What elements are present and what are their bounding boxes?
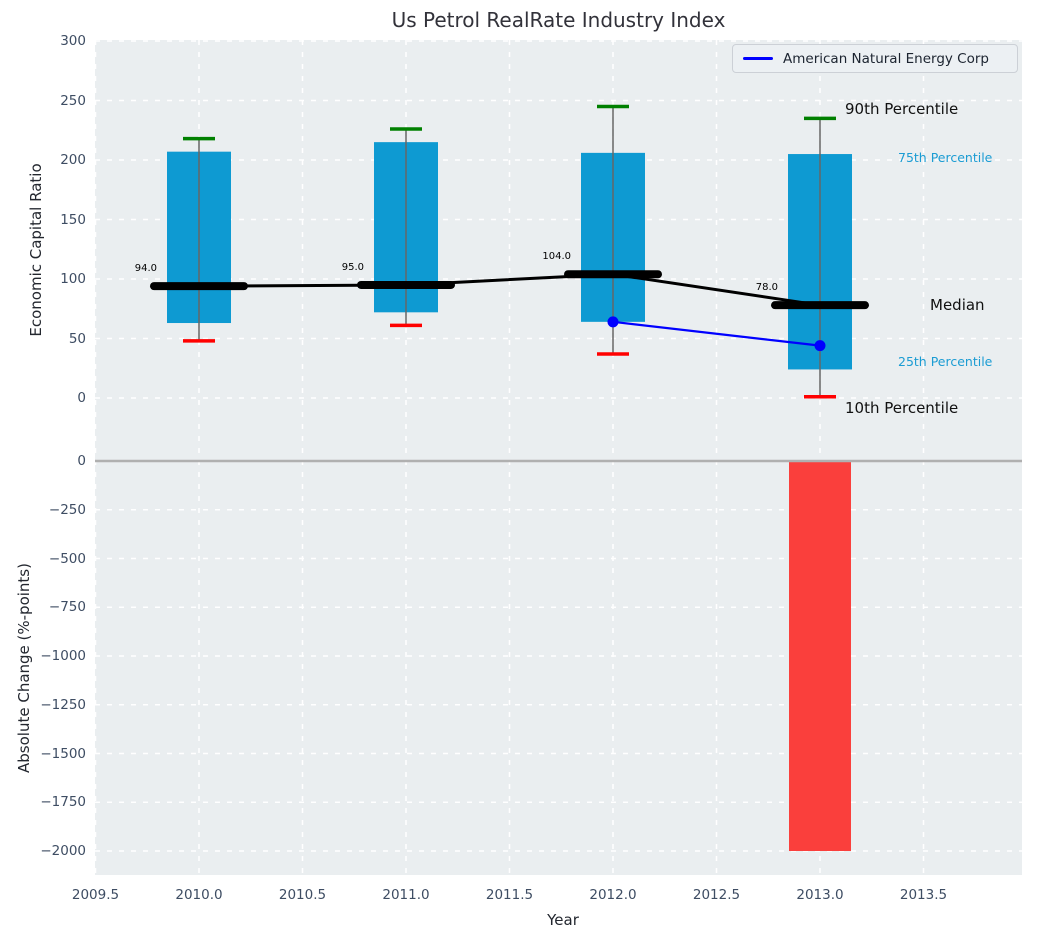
plot-area — [95, 40, 1022, 875]
x-tick-label: 2012.5 — [692, 887, 741, 903]
annotation-75th-percentile: 75th Percentile — [898, 150, 993, 165]
legend-line-swatch — [743, 57, 773, 60]
bottom-y-tick-label: −1250 — [40, 696, 86, 713]
annotation-25th-percentile: 25th Percentile — [898, 354, 993, 369]
bottom-y-tick-label: −750 — [48, 599, 86, 616]
annotation-10th-percentile: 10th Percentile — [845, 399, 959, 417]
top-y-tick-label: 250 — [60, 92, 86, 109]
top-y-tick-label: 50 — [68, 330, 86, 347]
x-tick-label: 2010.5 — [278, 887, 327, 903]
median-value-label-2012: 104.0 — [542, 251, 571, 263]
x-tick-label: 2011.0 — [382, 887, 430, 903]
top-y-tick-label: 200 — [60, 152, 86, 168]
bottom-y-tick-label: −1000 — [40, 648, 86, 664]
x-tick-label: 2009.5 — [71, 887, 120, 903]
bottom-y-axis-label: Absolute Change (%-points) — [15, 563, 33, 773]
top-y-tick-label: 0 — [77, 390, 86, 406]
x-tick-label: 2011.5 — [485, 887, 534, 903]
annotation-median: Median — [930, 296, 985, 314]
annotation-90th-percentile: 90th Percentile — [845, 100, 959, 118]
top-y-axis-label: Economic Capital Ratio — [27, 163, 45, 337]
bottom-y-tick-label: −500 — [48, 550, 86, 567]
x-tick-label: 2013.0 — [796, 887, 844, 903]
top-y-tick-label: 100 — [60, 271, 86, 287]
bottom-y-tick-label: −1750 — [40, 794, 86, 811]
x-tick-label: 2012.0 — [589, 887, 637, 903]
legend-label: American Natural Energy Corp — [783, 50, 989, 67]
x-tick-label: 2010.0 — [175, 887, 223, 903]
x-axis-label: Year — [547, 911, 579, 929]
legend — [732, 44, 1018, 73]
top-y-tick-label: 300 — [60, 33, 86, 49]
median-value-label-2011: 95.0 — [341, 261, 364, 273]
bottom-y-tick-label: −1500 — [40, 745, 86, 762]
bottom-y-tick-label: −2000 — [40, 843, 86, 859]
bottom-y-tick-label: −250 — [48, 501, 86, 518]
top-y-tick-label: 150 — [60, 211, 86, 228]
x-tick-label: 2013.5 — [899, 887, 948, 903]
chart-title: Us Petrol RealRate Industry Index — [391, 8, 726, 32]
bottom-y-tick-label: 0 — [77, 453, 86, 469]
median-value-label-2013: 78.0 — [755, 282, 778, 294]
median-value-label-2010: 94.0 — [134, 263, 157, 275]
